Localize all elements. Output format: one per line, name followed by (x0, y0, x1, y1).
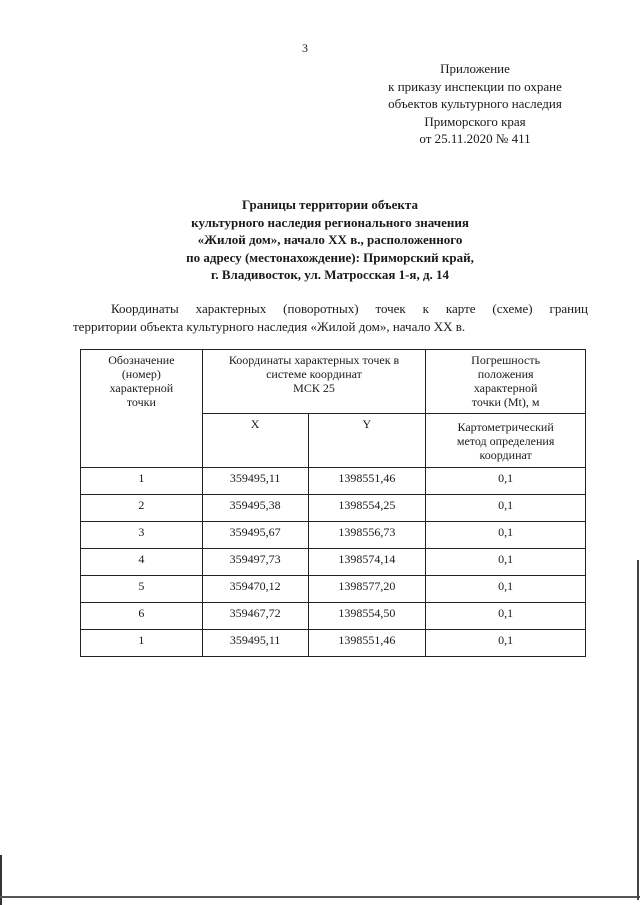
table-row (81, 495, 586, 522)
header-text: характерной (473, 381, 538, 395)
appendix-line: Приморского края (424, 113, 526, 129)
header-text: Погрешность (471, 353, 541, 367)
cell-mt: 0,1 (426, 603, 586, 630)
cell-point: 5 (81, 576, 203, 603)
cell-mt: 0,1 (426, 468, 586, 495)
cell-point: 2 (81, 495, 203, 522)
appendix-block (340, 60, 610, 148)
cell-x: 359470,12 (202, 576, 308, 603)
cell-y: 1398556,73 (308, 522, 426, 549)
table-row (81, 549, 586, 576)
table-row (81, 630, 586, 657)
header-x: X (202, 414, 308, 468)
cell-y: 1398551,46 (308, 468, 426, 495)
header-text: системе координат (266, 367, 362, 381)
table-row (81, 576, 586, 603)
title-line: культурного наследия регионального значения (191, 214, 469, 230)
header-y: Y (308, 414, 426, 468)
cell-point: 1 (81, 468, 203, 495)
cell-point: 3 (81, 522, 203, 549)
table-row (81, 603, 586, 630)
cell-x: 359495,67 (202, 522, 308, 549)
cell-mt: 0,1 (426, 576, 586, 603)
intro-line: территории объекта культурного наследия «Жилой дом», начало XX в. (73, 318, 466, 334)
cell-y: 1398551,46 (308, 630, 426, 657)
cell-x: 359495,11 (202, 468, 308, 495)
cell-mt: 0,1 (426, 549, 586, 576)
header-text: характерной (109, 381, 174, 395)
header-text: Обозначение (108, 353, 175, 367)
cell-point: 1 (81, 630, 203, 657)
cell-mt: 0,1 (426, 495, 586, 522)
header-text: точки (126, 395, 156, 409)
cell-x: 359467,72 (202, 603, 308, 630)
cell-y: 1398554,50 (308, 603, 426, 630)
header-text: положения (477, 367, 534, 381)
cell-mt: 0,1 (426, 522, 586, 549)
header-coordinates (202, 350, 426, 414)
scan-edge-mark (637, 560, 639, 900)
table-row (81, 522, 586, 549)
cell-x: 359497,73 (202, 549, 308, 576)
appendix-line: объектов культурного наследия (388, 96, 562, 111)
intro-paragraph (73, 300, 588, 335)
cell-point: 6 (81, 603, 203, 630)
coordinates-table (80, 349, 586, 657)
appendix-line: от 25.11.2020 № 411 (419, 131, 531, 146)
appendix-line: к приказу инспекции по охране (388, 78, 562, 94)
cell-y: 1398577,20 (308, 576, 426, 603)
title-line: «Жилой дом», начало XX в., расположенного (197, 232, 463, 247)
cell-x: 359495,11 (202, 630, 308, 657)
page-number: 3 (302, 41, 308, 55)
header-text: МСК 25 (293, 381, 335, 395)
appendix-line: Приложение (440, 61, 510, 76)
title-line: Границы территории объекта (242, 197, 418, 212)
header-text: координат (479, 447, 532, 462)
header-text: Координаты характерных точек в (228, 353, 400, 367)
header-text: (номер) (121, 367, 161, 381)
title-line: г. Владивосток, ул. Матросская 1-я, д. 14 (210, 267, 450, 282)
header-point-number (81, 350, 203, 468)
header-text: точки (Mt), м (471, 395, 540, 409)
table-row (81, 468, 586, 495)
header-accuracy (426, 350, 586, 414)
intro-line: Координаты характерных (поворотных) точек к карте (схеме) границ (111, 301, 588, 316)
cell-mt: 0,1 (426, 630, 586, 657)
title-line: по адресу (местонахождение): Приморский край, (186, 249, 474, 265)
document-title (100, 196, 560, 284)
table-header-row (81, 350, 586, 414)
header-method (426, 414, 586, 468)
cell-point: 4 (81, 549, 203, 576)
cell-y: 1398574,14 (308, 549, 426, 576)
cell-x: 359495,38 (202, 495, 308, 522)
header-text: Картометрический (457, 419, 554, 434)
header-text: метод определения (456, 433, 555, 448)
cell-y: 1398554,25 (308, 495, 426, 522)
scan-edge-mark (0, 896, 640, 898)
